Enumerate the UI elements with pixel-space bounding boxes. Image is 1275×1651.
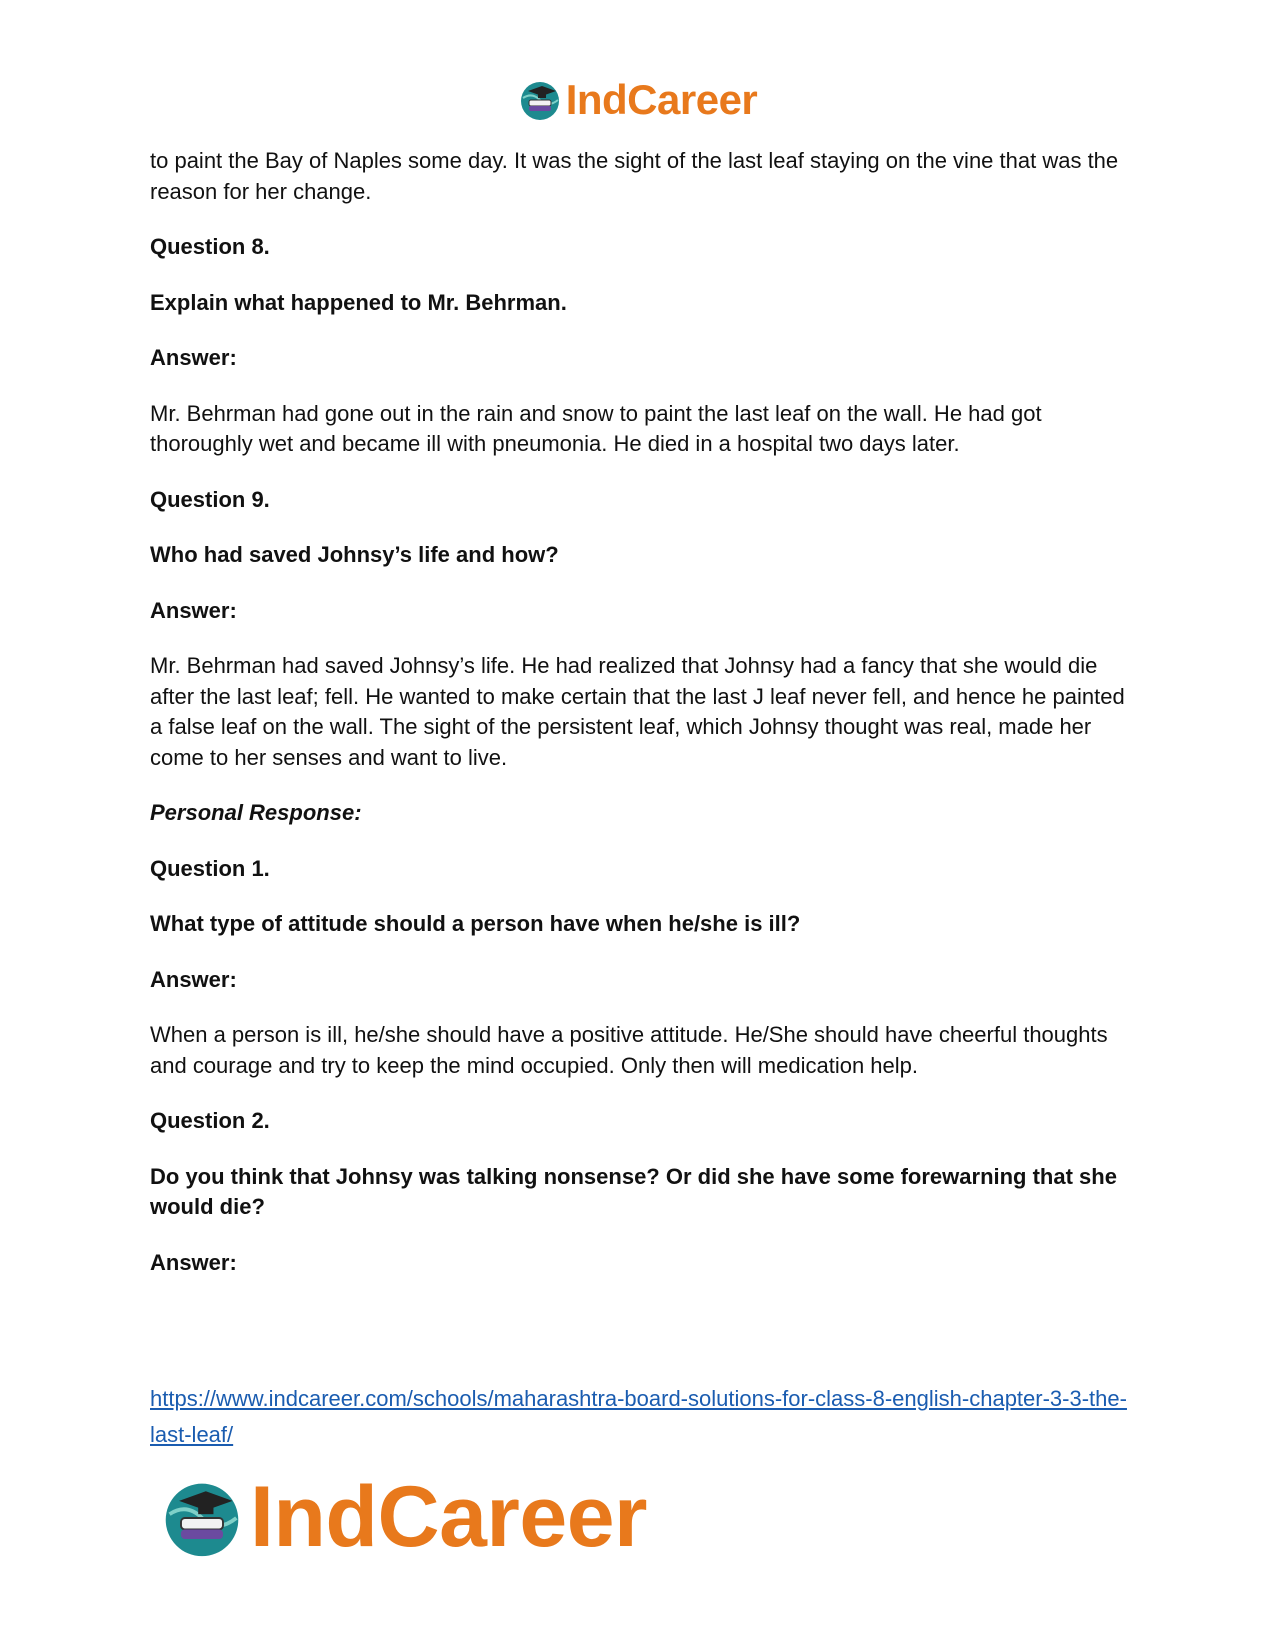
answer-label: Answer: [150,597,237,623]
answer-label: Answer: [150,1249,237,1275]
globe-book-icon [518,78,562,122]
answer-text: Mr. Behrman had gone out in the rain and snow to paint the last leaf on the wall. He had got thoroughly wet and became ill with pneumonia. He died in a hospital two days later. [150,400,1042,456]
question-text: Do you think that Johnsy was talking nonsense? Or did she have some forewarning that she would die? [150,1163,1117,1219]
question-number: Question 9. [150,486,270,512]
answer-label: Answer: [150,345,237,370]
question-text: Who had saved Johnsy’s life and how? [150,542,559,567]
document-body [150,146,1125,1303]
answer-text: to paint the Bay of Naples some day. It was the sight of the last leaf staying on the vine that was the reason for her change. [150,148,1119,204]
logo-text: IndCareer [250,1469,647,1565]
question-number: Question 2. [150,1108,270,1133]
answer-text: Mr. Behrman had saved Johnsy’s life. He had realized that Johnsy had a fancy that she would die after the last leaf; fell. He wanted to make certain that the last J leaf never fell, and hence he painted a false leaf on the wall. The sight of the persistent leaf, which Johnsy thought was real, made her come to her senses and want to live. [150,653,1125,770]
indcareer-logo [518,76,758,124]
answer-text: When a person is ill, he/she should have a positive attitude. He/She should have cheerful thoughts and courage and try to keep the mind occupied. Only then will medication help. [150,1022,1108,1078]
section-heading: Personal Response: [150,800,362,825]
header-logo [0,76,1275,124]
question-number: Question 1. [150,855,270,881]
question-number: Question 8. [150,234,270,259]
source-link[interactable]: https://www.indcareer.com/schools/maharashtra-board-solutions-for-class-8-english-chapter-3-3-the-last-leaf/ [150,1386,1127,1447]
indcareer-logo [160,1468,647,1567]
question-text: Explain what happened to Mr. Behrman. [150,289,567,315]
footer-logo [160,1468,647,1567]
logo-text: IndCareer [565,76,758,123]
question-text: What type of attitude should a person have when he/she is ill? [150,911,801,936]
answer-label: Answer: [150,966,237,992]
globe-book-icon [160,1476,244,1560]
